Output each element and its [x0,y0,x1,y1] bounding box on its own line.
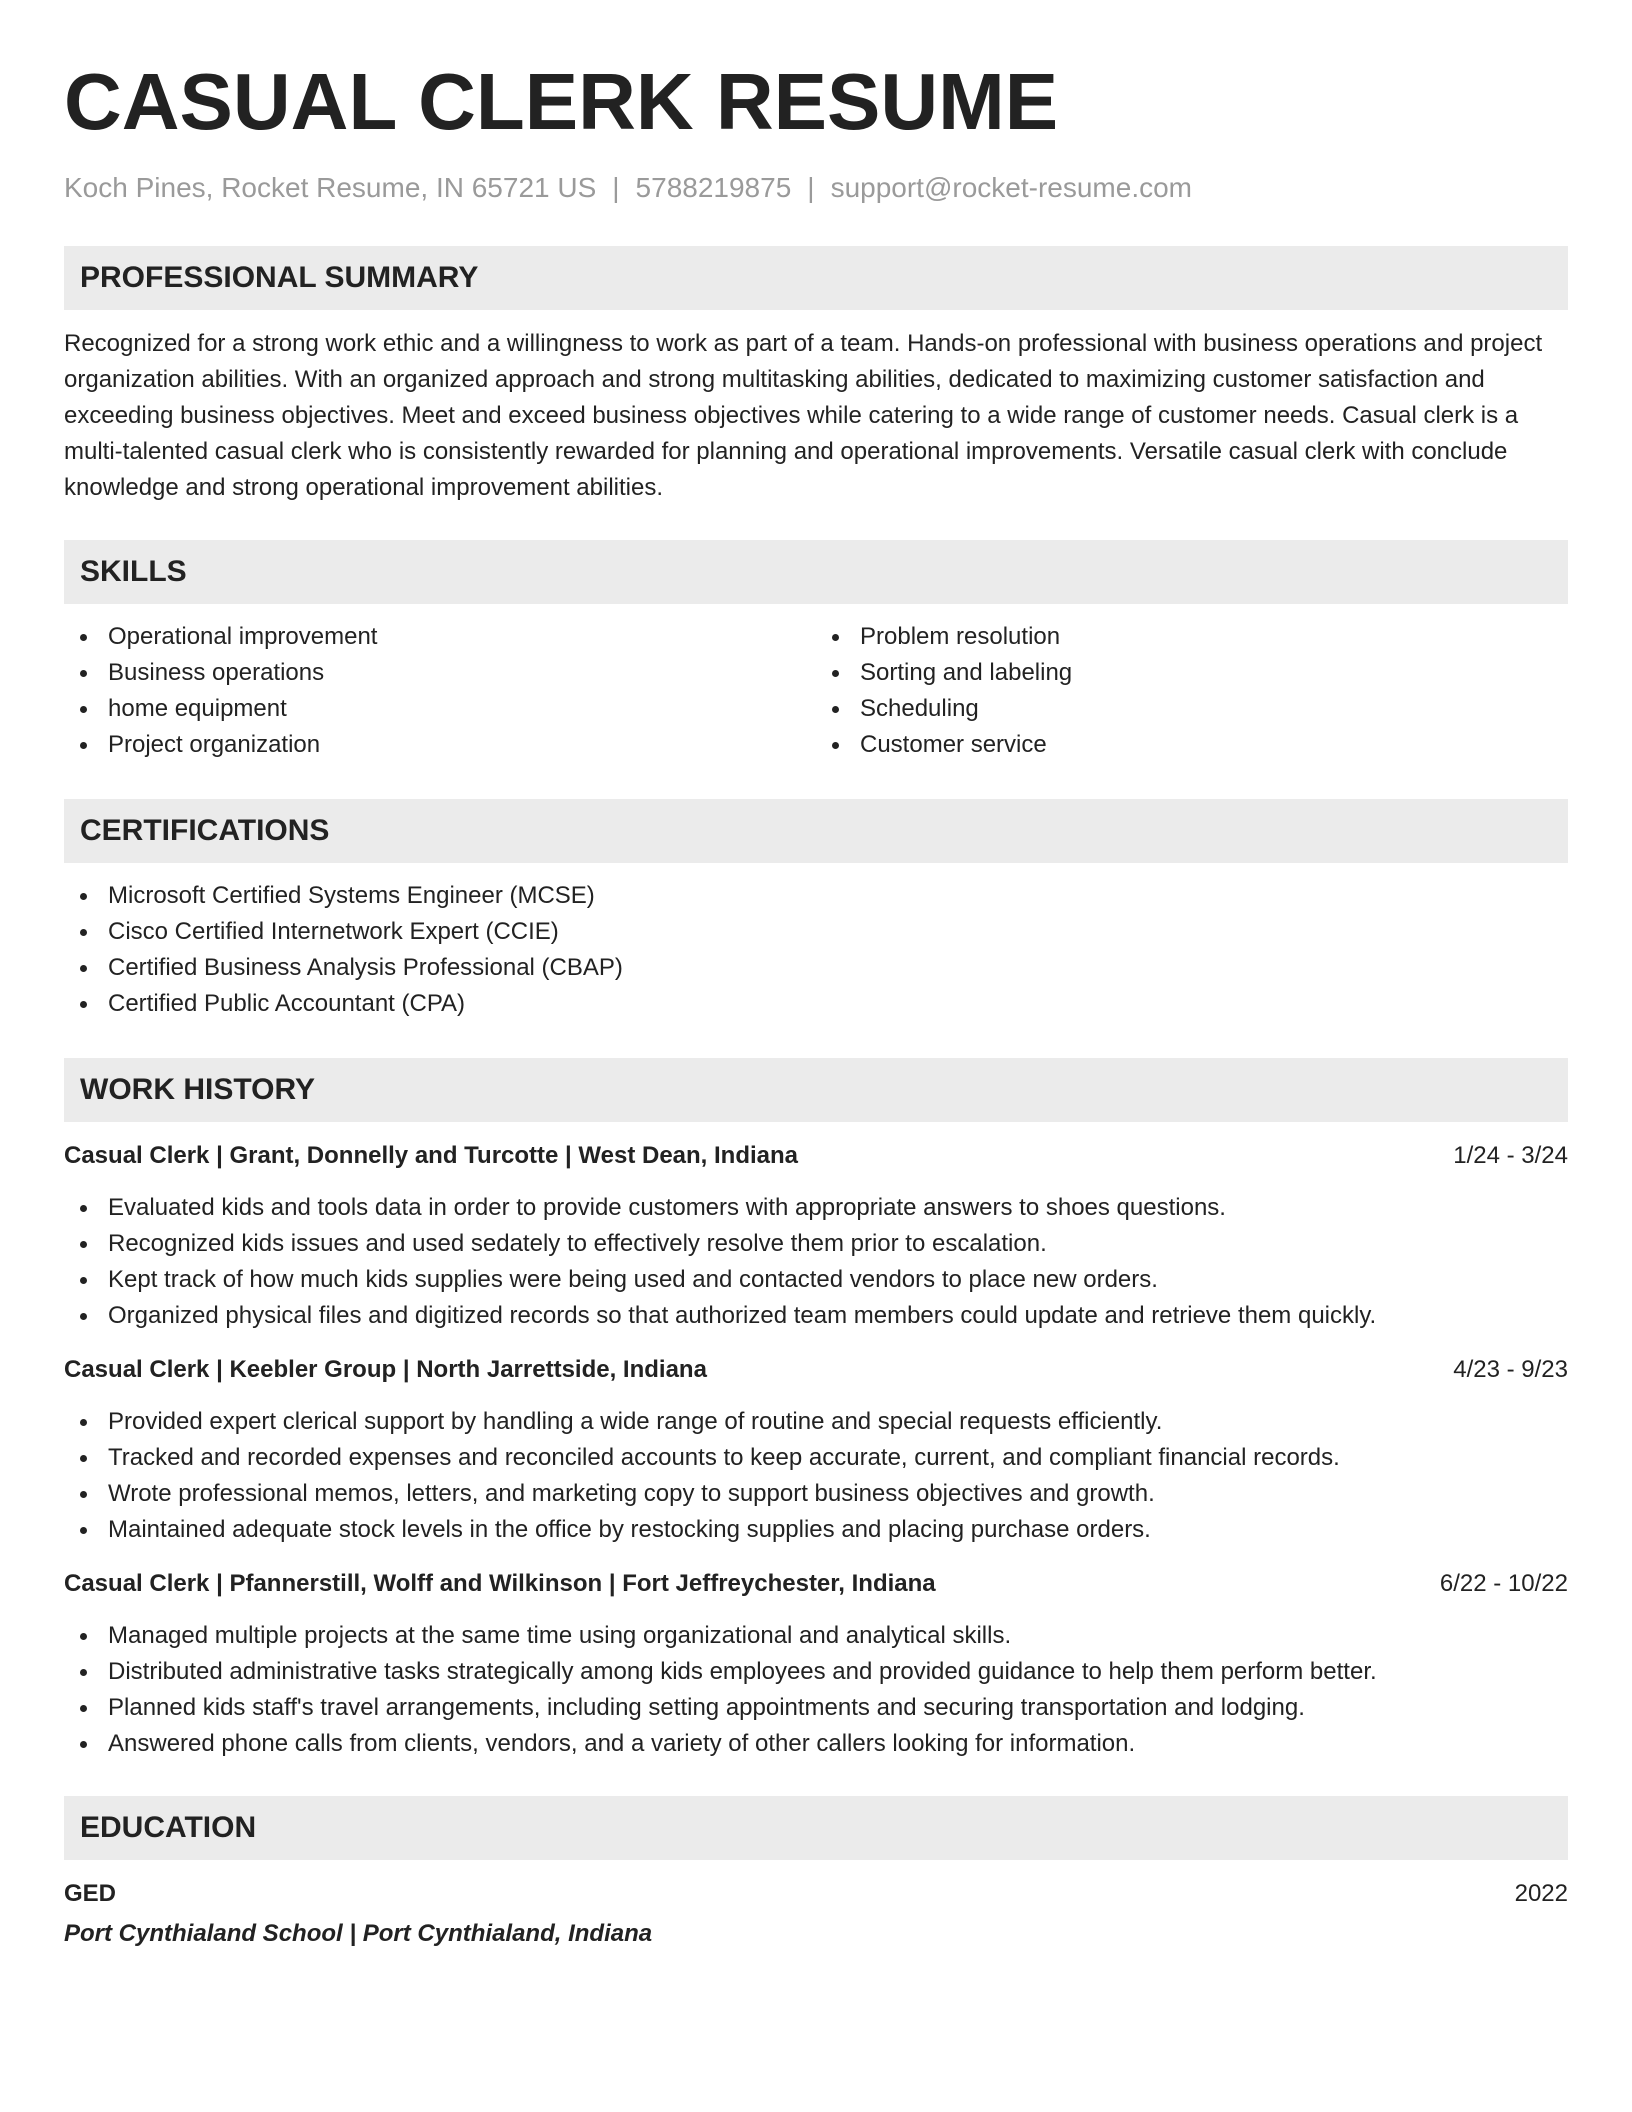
section-header-work-history: WORK HISTORY [64,1058,1568,1122]
job-bullet: Planned kids staff's travel arrangements, including setting appointments and securing transportation and lodging. [64,1690,1568,1726]
job-entry [64,1566,1568,1762]
contact-phone: 5788219875 [635,172,792,203]
job-bullets [64,1190,1568,1334]
job-header [64,1138,1568,1174]
job-bullet: Recognized kids issues and used sedately to effectively resolve them prior to escalation. [64,1226,1568,1262]
skill-item: Business operations [64,655,816,691]
skill-item: Problem resolution [816,619,1568,655]
job-dates: 1/24 - 3/24 [1453,1142,1568,1169]
contact-separator: | [807,172,815,203]
job-entry [64,1352,1568,1548]
job-header [64,1352,1568,1388]
certification-item: Certified Business Analysis Professional (CBAP) [64,950,1568,986]
contact-line [64,172,1568,204]
job-bullet: Distributed administrative tasks strategically among kids employees and provided guidance to help them perform better. [64,1654,1568,1690]
education-header [64,1876,1568,1912]
section-header-skills: SKILLS [64,540,1568,604]
job-bullet: Wrote professional memos, letters, and marketing copy to support business objectives and growth. [64,1476,1568,1512]
job-heading: Casual Clerk | Pfannerstill, Wolff and Wilkinson | Fort Jeffreychester, Indiana [64,1570,936,1597]
summary-text: Recognized for a strong work ethic and a willingness to work as part of a team. Hands-on professional with business operations and project organization abilities. With an organized approach and strong multitasking abilities, dedicated to maximizing customer satisfaction and exceeding business objectives. Meet and exceed business objectives while catering to a wide range of customer needs. Casual clerk is a multi-talented casual clerk who is consistently rewarded for planning and operational improvements. Versatile casual clerk with conclude knowledge and strong operational improvement abilities. [64,330,1543,501]
education-degree: GED [64,1880,117,1907]
job-bullet: Tracked and recorded expenses and reconciled accounts to keep accurate, current, and compliant financial records. [64,1440,1568,1476]
job-bullet: Answered phone calls from clients, vendors, and a variety of other callers looking for information. [64,1726,1568,1762]
skill-item: Customer service [816,727,1568,763]
section-header-summary: PROFESSIONAL SUMMARY [64,246,1568,310]
section-header-education: EDUCATION [64,1796,1568,1860]
certification-item: Cisco Certified Internetwork Expert (CCIE) [64,914,1568,950]
certifications-list [64,878,1568,1022]
job-bullets [64,1404,1568,1548]
resume-title: CASUAL CLERK RESUME [64,57,1059,146]
certification-item: Certified Public Accountant (CPA) [64,986,1568,1022]
job-bullets [64,1618,1568,1762]
job-heading: Casual Clerk | Keebler Group | North Jarrettside, Indiana [64,1356,707,1383]
skill-item: Sorting and labeling [816,655,1568,691]
contact-email: support@rocket-resume.com [830,172,1192,203]
job-bullet: Provided expert clerical support by handling a wide range of routine and special requests efficiently. [64,1404,1568,1440]
skill-item: Scheduling [816,691,1568,727]
job-bullet: Managed multiple projects at the same time using organizational and analytical skills. [64,1618,1568,1654]
job-heading: Casual Clerk | Grant, Donnelly and Turcotte | West Dean, Indiana [64,1142,799,1169]
skills-column-right [816,619,1568,763]
job-bullet: Maintained adequate stock levels in the office by restocking supplies and placing purchase orders. [64,1512,1568,1548]
skill-item: home equipment [64,691,816,727]
job-dates: 6/22 - 10/22 [1439,1570,1568,1597]
skill-item: Project organization [64,727,816,763]
certification-item: Microsoft Certified Systems Engineer (MCSE) [64,878,1568,914]
job-bullet: Kept track of how much kids supplies were being used and contacted vendors to place new orders. [64,1262,1568,1298]
contact-address: Koch Pines, Rocket Resume, IN 65721 US [64,172,597,203]
contact-separator: | [612,172,620,203]
job-entry [64,1138,1568,1334]
job-bullet: Organized physical files and digitized records so that authorized team members could update and retrieve them quickly. [64,1298,1568,1334]
education-school: Port Cynthialand School | Port Cynthialand, Indiana [64,1920,653,1947]
job-bullet: Evaluated kids and tools data in order to provide customers with appropriate answers to shoes questions. [64,1190,1568,1226]
section-header-certifications: CERTIFICATIONS [64,799,1568,863]
skill-item: Operational improvement [64,619,816,655]
job-header [64,1566,1568,1602]
job-dates: 4/23 - 9/23 [1453,1356,1568,1383]
education-year: 2022 [1514,1880,1568,1907]
skills-grid [64,619,1568,763]
skills-column-left [64,619,816,763]
